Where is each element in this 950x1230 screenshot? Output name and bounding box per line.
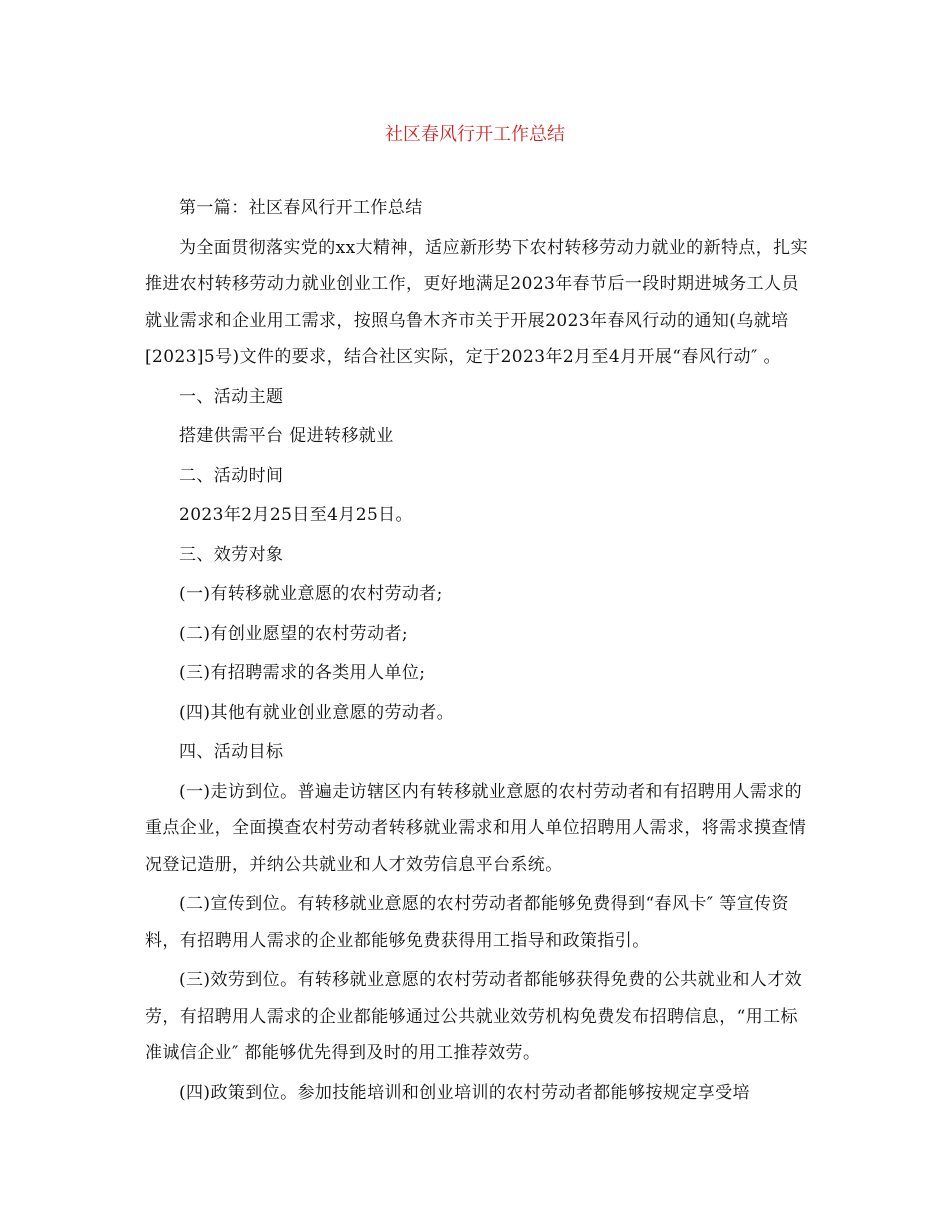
list-item: (三)有招聘需求的各类用人单位;: [179, 663, 426, 683]
heading-activity-theme: 一、活动主题: [179, 386, 284, 407]
heading-service-targets: 三、效劳对象: [179, 544, 284, 565]
paragraph-time: 2023年2月25日至4月25日。: [179, 505, 413, 525]
paragraph-goal: (三)效劳到位。有转移就业意愿的农村劳动者都能够获得免费的公共就业和人才效劳，有招聘用人需求的企业都能够通过公共就业效劳机构免费发布招聘信息，“用工标准诚信企业″ 都能够优先得到及时的用工推荐效劳。: [145, 970, 803, 1063]
list-item: (四)其他有就业创业意愿的劳动者。: [179, 702, 455, 723]
heading-activity-goals: 四、活动目标: [179, 742, 284, 762]
document-body: [145, 190, 810, 1114]
list-item: (二)有创业愿望的农村劳动者;: [179, 623, 408, 644]
paragraph-theme: 搭建供需平台 促进转移就业: [179, 426, 394, 446]
paragraph-intro: 为全面贯彻落实党的xx大精神，适应新形势下农村转移劳动力就业的新特点，扎实推进农村转移劳动力就业创业工作，更好地满足2023年春节后一段时期进城务工人员就业需求和企业用工需求，按照乌鲁木齐市关于开展2023年春风行动的通知(乌就培[2023]5号)文件的要求，结合社区实际，定于2023年2月至4月开展“春风行动″ 。: [145, 237, 808, 367]
document-title: 社区春风行开工作总结: [385, 124, 565, 145]
heading-activity-time: 二、活动时间: [179, 465, 284, 486]
paragraph-section-heading: 第一篇：社区春风行开工作总结: [179, 198, 423, 218]
list-item: (一)有转移就业意愿的农村劳动者;: [179, 584, 443, 604]
paragraph-goal: (一)走访到位。普遍走访辖区内有转移就业意愿的农村劳动者和有招聘用人需求的重点企业，全面摸查农村劳动者转移就业需求和用人单位招聘用人需求，将需求摸查情况登记造册，并纳公共就业和人才效劳信息平台系统。: [145, 781, 807, 875]
paragraph-goal: (二)宣传到位。有转移就业意愿的农村劳动者都能够免费得到“春风卡″ 等宣传资料，有招聘用人需求的企业都能够免费获得用工指导和政策指引。: [145, 894, 789, 951]
paragraph-goal: (四)政策到位。参加技能培训和创业培训的农村劳动者都能够按规定享受培: [179, 1082, 750, 1103]
